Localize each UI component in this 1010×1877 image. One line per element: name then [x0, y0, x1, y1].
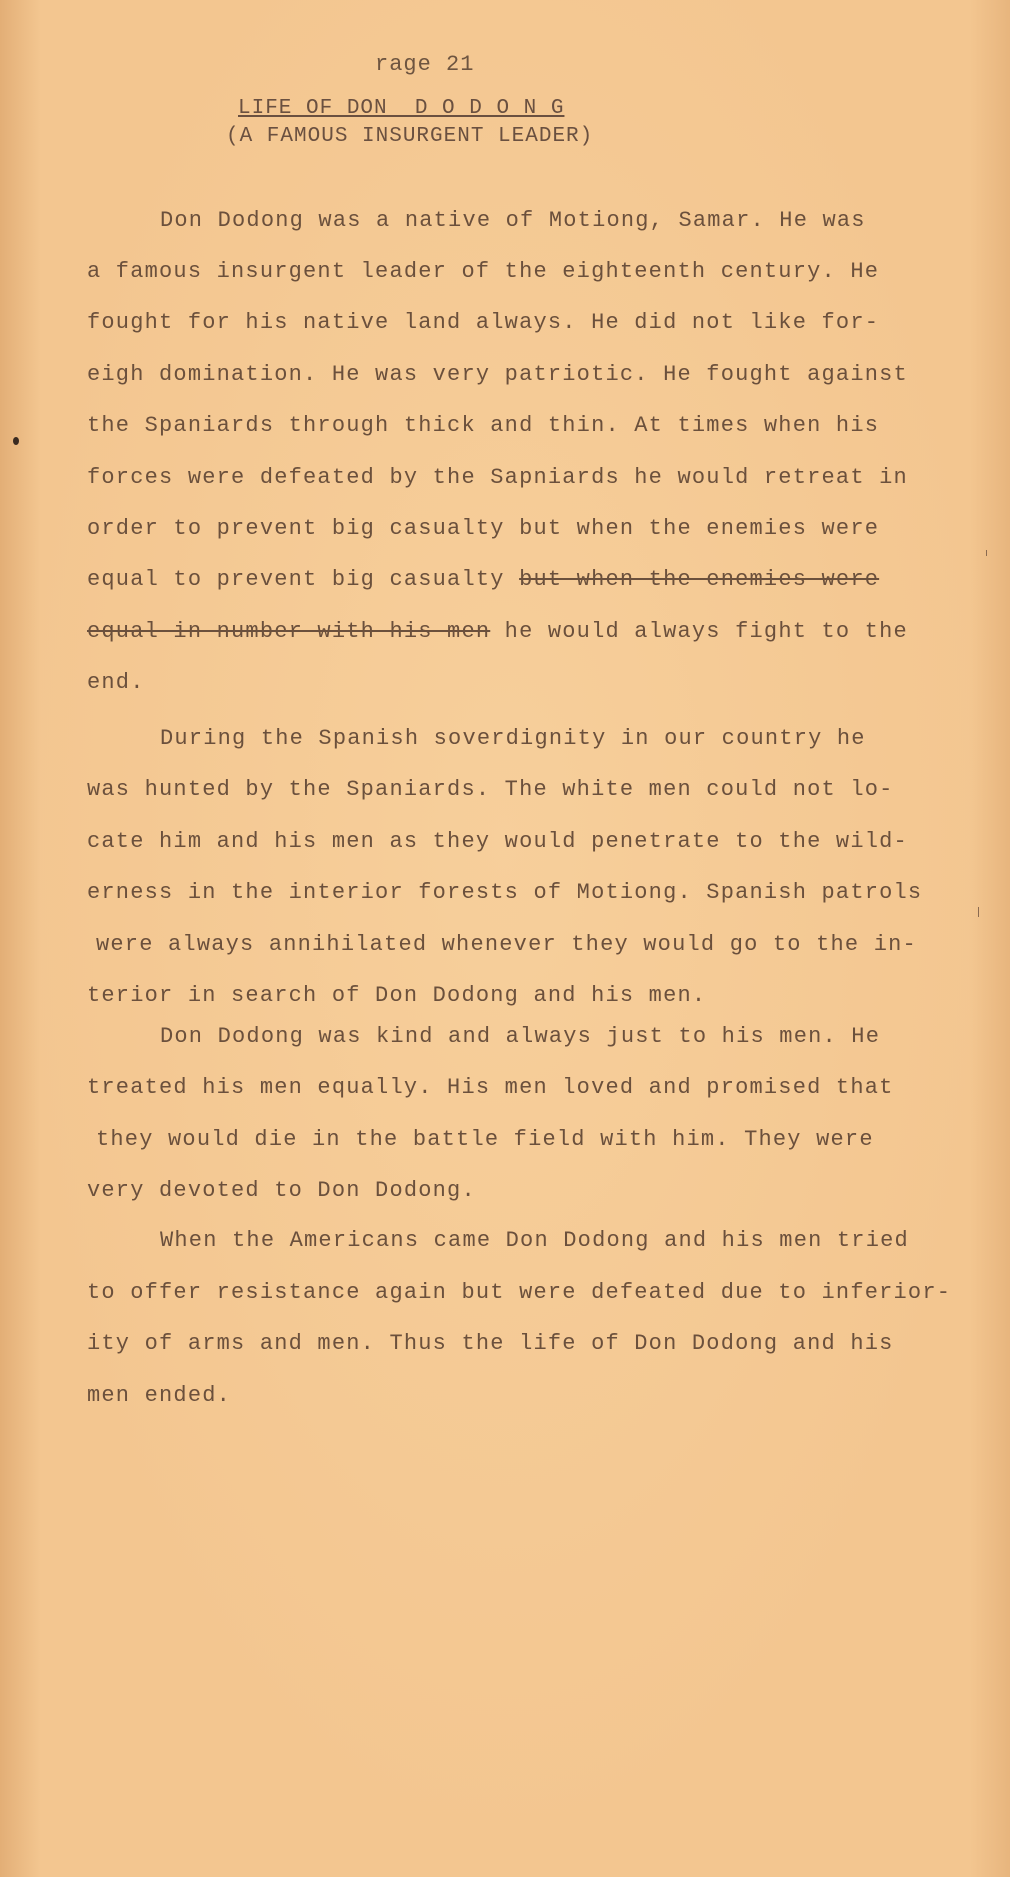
strikethrough-text-2: equal in number with his men	[87, 619, 491, 644]
paragraph-1-line-2: a famous insurgent leader of the eighteenth century. He	[87, 259, 880, 284]
paragraph-1-line-1: Don Dodong was a native of Motiong, Samar. He was	[160, 208, 866, 233]
paragraph-3-line-3: they would die in the battle field with him. They were	[96, 1127, 874, 1152]
paragraph-1-line-9	[87, 619, 908, 644]
paragraph-4-line-4: men ended.	[87, 1383, 232, 1408]
paragraph-1-line-6: forces were defeated by the Sapniards he would retreat in	[87, 465, 908, 490]
paragraph-2-line-1: During the Spanish soverdignity in our country he	[160, 726, 866, 751]
paragraph-3-line-4: very devoted to Don Dodong.	[87, 1178, 476, 1203]
paragraph-1-line-7: order to prevent big casualty but when the enemies were	[87, 516, 880, 541]
paragraph-1-line-9-text: he would always fight to the	[504, 619, 908, 644]
document-subtitle: (A FAMOUS INSURGENT LEADER)	[226, 125, 594, 148]
paragraph-4-line-3: ity of arms and men. Thus the life of Don Dodong and his	[87, 1331, 894, 1356]
strikethrough-text-1: but when the enemies were	[519, 567, 880, 592]
paragraph-1-line-4: eigh domination. He was very patriotic. He fought against	[87, 362, 908, 387]
paragraph-2-line-4: erness in the interior forests of Motiong. Spanish patrols	[87, 880, 923, 905]
paragraph-2-line-5: were always annihilated whenever they would go to the in-	[96, 932, 917, 957]
paragraph-4-line-2: to offer resistance again but were defeated due to inferior-	[87, 1280, 952, 1305]
ink-speck	[13, 437, 19, 445]
paragraph-1-line-10: end.	[87, 670, 145, 695]
paper-mark	[978, 907, 979, 917]
paragraph-2-line-2: was hunted by the Spaniards. The white men could not lo-	[87, 777, 894, 802]
paragraph-1-line-5: the Spaniards through thick and thin. At times when his	[87, 413, 880, 438]
document-title: LIFE OF DON D O D O N G	[238, 97, 565, 120]
paragraph-2-line-6: terior in search of Don Dodong and his men.	[87, 983, 707, 1008]
paragraph-3-line-2: treated his men equally. His men loved and promised that	[87, 1075, 894, 1100]
paragraph-1-line-8	[87, 567, 879, 592]
paper-mark	[986, 550, 987, 556]
paragraph-1-line-3: fought for his native land always. He did not like for-	[87, 310, 880, 335]
paragraph-2-line-3: cate him and his men as they would penetrate to the wild-	[87, 829, 908, 854]
paragraph-3-line-1: Don Dodong was kind and always just to his men. He	[160, 1024, 881, 1049]
paragraph-1-line-8-text: equal to prevent big casualty	[87, 567, 505, 592]
paragraph-4-line-1: When the Americans came Don Dodong and his men tried	[160, 1228, 909, 1253]
page-number: rage 21	[375, 52, 475, 77]
